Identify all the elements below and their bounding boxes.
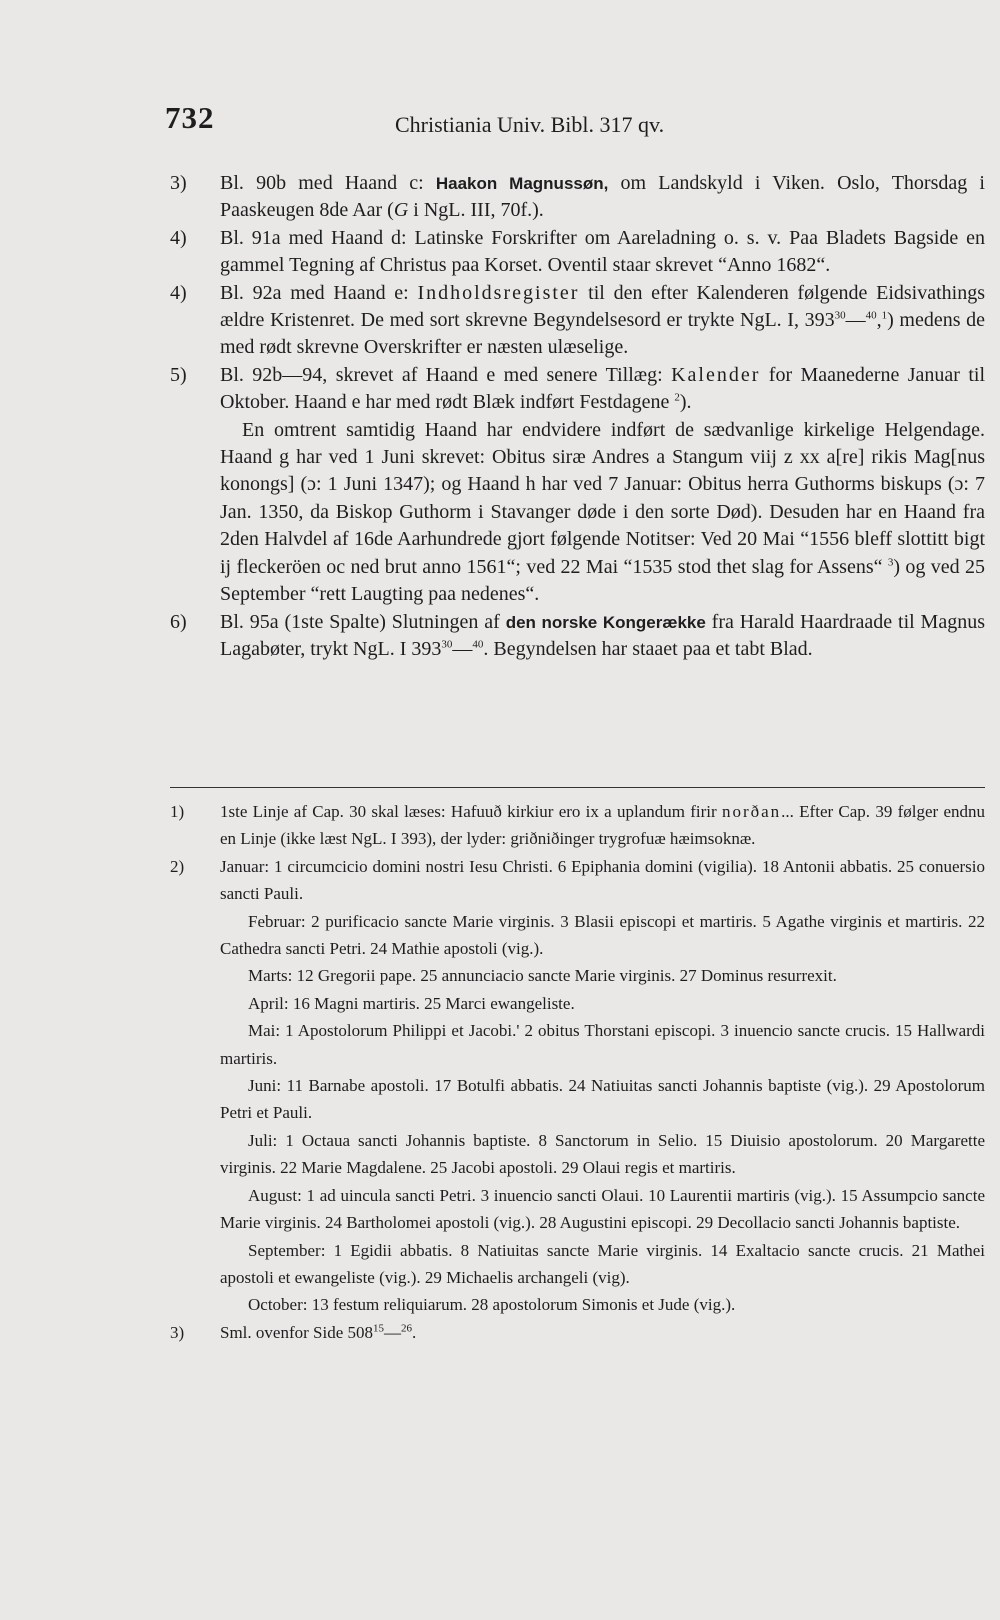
entry-text: for Maanederne Januar til Oktober. Haand e har med rødt Blæk indført Festdagene: [220, 363, 986, 414]
footnote-number: 3): [170, 1322, 185, 1342]
superscript: 15: [373, 1322, 384, 1335]
footnote-divider: [170, 787, 985, 788]
superscript: 30: [441, 638, 453, 651]
bold-name: Haakon Magnussøn,: [435, 174, 609, 193]
footnote-ref: 2: [674, 391, 680, 404]
running-head: Christiania Univ. Bibl. 317 qv.: [395, 112, 665, 137]
entry-text: om Landskyld i Viken. Oslo, Thorsdag i Paaskeugen 8de Aar (: [220, 172, 985, 222]
footnotes: [170, 798, 985, 1346]
entry-text: Bl. 90b med Haand c:: [220, 172, 436, 194]
calendar-marts: Marts: 12 Gregorii pape. 25 annunciacio sancte Marie virginis. 27 Dominus resurrexit.: [248, 966, 837, 986]
footnote-ref: 3: [887, 556, 894, 569]
footnote-3: [170, 1319, 985, 1346]
entry-text: En omtrent samtidig Haand har endvidere indført de sædvanlige kirkelige Helgendage. Haand g har ved 1 Juni skrevet: Obitus siræ Andres a Stangum viij z xx a[re] rikis Mag[nus konongs] (ɔ: 1 Juni 1347); og Haand h har ved 7 Januar: Obitus herra Guthorms biskups (ɔ: 7 Jan. 1350, da Biskop Guthorm i Stavanger døde i den sorte Død). Desuden har en Haand fra 2den Halvdel af 16de Aarhundrede gjort følgende Notitser: Ved 20 Mai “1556 bleff slottitt bigt ij fleckeröen oc ned brut anno 1561“; ved 22 Mai “1535 stod thet slag for Assens“: [220, 418, 985, 578]
entry-text: ,: [876, 309, 882, 332]
calendar-juni: Juni: 11 Barnabe apostoli. 17 Botulfi abbatis. 24 Natiuitas sancti Johannis baptiste (vig.). 29 Apostolorum Petri et Pauli.: [220, 1076, 985, 1123]
footnote-ref: 1: [881, 309, 888, 322]
entry-text: Bl. 92a med Haand e:: [220, 281, 418, 304]
footnote-text: Sml. ovenfor Side 508: [220, 1322, 373, 1342]
entry-text: Bl. 95a (1ste Spalte) Slutningen af: [220, 610, 506, 633]
calendar-april: April: 16 Magni martiris. 25 Marci ewangeliste.: [248, 993, 575, 1013]
footnote-1: [170, 798, 985, 853]
footnote-text: —: [384, 1322, 401, 1342]
entry-3: [170, 170, 985, 225]
superscript: 40: [865, 309, 877, 322]
entry-4b: [170, 280, 985, 362]
entry-number: 6): [170, 610, 187, 633]
entry-6: [170, 609, 985, 664]
entry-number: 5): [170, 363, 187, 386]
superscript: 40: [472, 638, 484, 651]
italic-letter: G: [393, 199, 409, 222]
entry-number: 4): [170, 226, 187, 249]
entry-text: Bl. 91a med Haand d: Latinske Forskrifter om Aareladning o. s. v. Paa Bladets Bagside en gammel Tegning af Christus paa Korset. Oventil staar skrevet “Anno 1682“.: [220, 226, 985, 277]
entry-text: ).: [679, 391, 692, 414]
calendar-mai: Mai: 1 Apostolorum Philippi et Jacobi.' 2 obitus Thorstani episcopi. 3 inuencio sancte crucis. 15 Hallwardi martiris.: [220, 1021, 985, 1068]
entry-text: —: [845, 309, 866, 332]
entry-number: 4): [170, 281, 187, 304]
footnote-number: 2): [170, 856, 185, 876]
entry-text: i NgL. III, 70f.).: [408, 199, 544, 222]
spaced-word: Kalender: [671, 363, 761, 386]
entry-text: Bl. 92b—94, skrevet af Haand e med senere Tillæg:: [220, 363, 672, 386]
calendar-august: August: 1 ad uincula sancti Petri. 3 inuencio sancti Olaui. 10 Laurentii martiris (vig.). 15 Assumpcio sancte Marie virginis. 24 Bartholomei apostoli (vig.). 28 Augustini episcopi. 29 Decollacio sancti Johannis baptiste.: [220, 1185, 985, 1233]
calendar-januar: Januar: 1 circumcicio domini nostri Iesu Christi. 6 Epiphania domini (vigilia). 18 Antonii abbatis. 25 conuersio sancti Pauli.: [220, 856, 985, 904]
calendar-juli: Juli: 1 Octaua sancti Johannis baptiste. 8 Sanctorum in Selio. 15 Diuisio apostolorum. 20 Margarette virginis. 22 Marie Magdalene. 25 Jacobi apostoli. 29 Olaui regis et martiris.: [220, 1130, 985, 1178]
spaced-word: Indholdsregister: [417, 281, 580, 304]
entry-number: 3): [170, 172, 187, 194]
calendar-september: September: 1 Egidii abbatis. 8 Natiuitas sancte Marie virginis. 14 Exaltacio sancte crucis. 21 Mathei apostoli et ewangeliste (vig.). 29 Michaelis archangeli (vig).: [220, 1240, 985, 1287]
entry-text: til den efter Kalenderen følgende Eidsivathings ældre Kristenret. De med sort skrevne Begyndelsesord er trykte NgL. I, 393: [220, 281, 986, 332]
main-text: [170, 170, 985, 663]
calendar-februar: Februar: 2 purificacio sancte Marie virginis. 3 Blasii episcopi et martiris. 5 Agathe virginis et martiris. 22 Cathedra sancti Petri. 24 Mathie apostoli (vig.).: [220, 911, 985, 959]
entry-text: fra Harald Haardraade til Magnus Lagabøter, trykt NgL. I 393: [220, 610, 985, 660]
footnote-2: [170, 853, 985, 1319]
entry-text: ) og ved 25 September “rett Laugting paa nedenes“.: [220, 555, 986, 606]
superscript: 26: [401, 1322, 412, 1335]
entry-5: [170, 362, 985, 609]
spaced-word: norðan: [721, 802, 782, 821]
entry-text: —: [452, 637, 473, 660]
entry-4a: [170, 225, 985, 280]
footnote-text: 1ste Linje af Cap. 30 skal læses: Hafuuð kirkiur ero ix a uplandum firir: [220, 802, 722, 821]
entry-text: . Begyndelsen har staaet paa et tabt Blad.: [483, 637, 813, 660]
footnote-number: 1): [170, 802, 185, 821]
entry-text: ) medens de med rødt skrevne Overskrifter er næsten ulæselige.: [220, 309, 985, 359]
page-number: 732: [165, 100, 215, 135]
calendar-october: October: 13 festum reliquiarum. 28 apostolorum Simonis et Jude (vig.).: [248, 1295, 736, 1315]
footnote-text: ... Efter Cap. 39 følger endnu en Linje (ikke læst NgL. I 393), der lyder: griðniðinger trygrofuæ hæimsoknæ.: [220, 802, 985, 849]
footnote-text: .: [412, 1322, 417, 1342]
superscript: 30: [834, 309, 846, 322]
bold-name: den norske Kongerække: [505, 612, 706, 632]
entry-paragraph: [220, 417, 985, 609]
